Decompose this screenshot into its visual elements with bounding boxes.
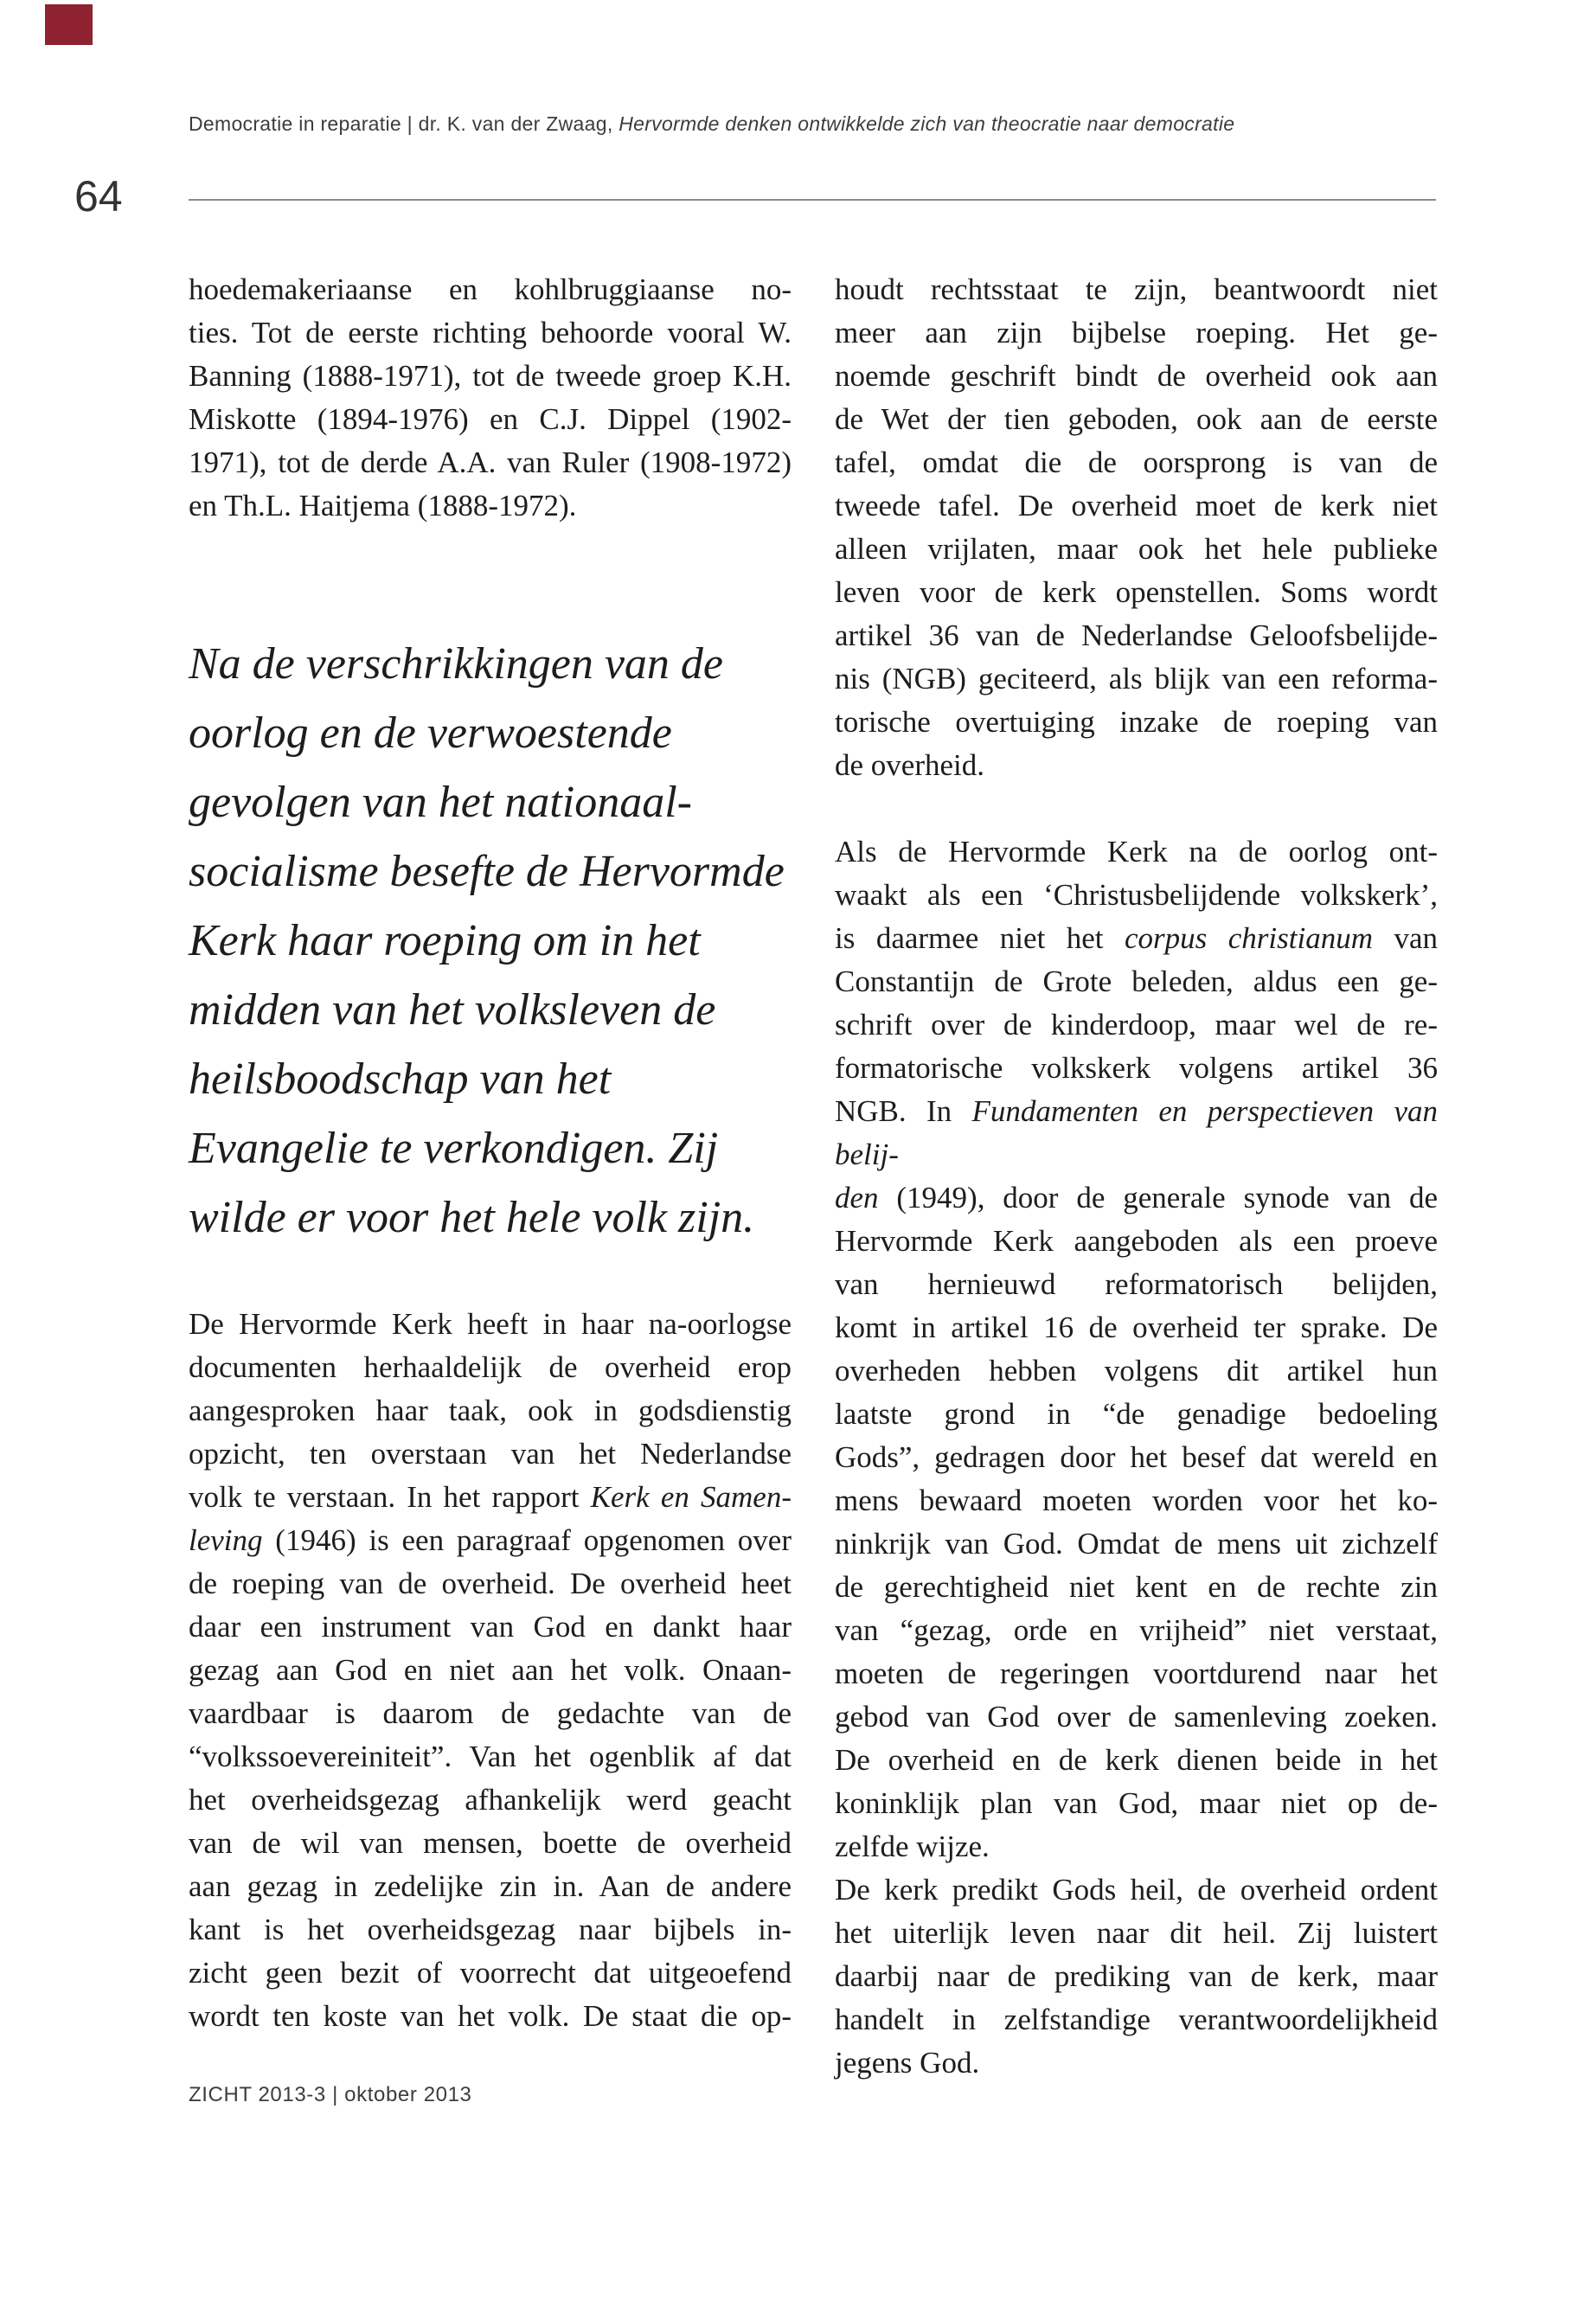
pull-quote-line: Na de verschrikkingen van de — [189, 639, 724, 689]
pull-quote-line: Evangelie te verkondigen. Zij — [189, 1124, 719, 1173]
text-line: documenten herhaaldelijk de overheid erop — [189, 1350, 792, 1384]
pull-quote-line: Kerk haar roeping om in het — [189, 916, 701, 965]
text-line: jegens God. — [835, 2046, 980, 2080]
text-line: overheden hebben volgens dit artikel hun — [835, 1354, 1438, 1388]
text-line: mens bewaard moeten worden voor het ko- — [835, 1484, 1438, 1517]
text-line: formatorische volkskerk volgens artikel 36 — [835, 1051, 1438, 1085]
text-line: is daarmee niet het corpus christianum van — [835, 921, 1439, 955]
text-line: daarbij naar de prediking van de kerk, maar — [835, 1959, 1438, 1993]
text-line: meer aan zijn bijbelse roeping. Het ge- — [835, 316, 1438, 349]
text-line: ties. Tot de eerste richting behoorde vooral W. — [189, 316, 792, 349]
pull-quote-line: oorlog en de verwoestende — [189, 708, 672, 758]
pull-quote-line: heilsboodschap van het — [189, 1054, 612, 1104]
body-text-block — [835, 830, 1438, 2085]
text-line: vaardbaar is daarom de gedachte van de — [189, 1696, 792, 1730]
text-line: torische overtuiging inzake de roeping van — [835, 705, 1438, 739]
page-corner-mark — [45, 4, 93, 45]
pull-quote-line: midden van het volksleven de — [189, 985, 716, 1035]
running-header — [189, 112, 1486, 136]
text-line: van de wil van mensen, boette de overheid — [189, 1826, 792, 1860]
text-line: tweede tafel. De overheid moet de kerk niet — [835, 489, 1438, 522]
text-line: aangesproken haar taak, ook in godsdienstig — [189, 1394, 792, 1427]
text-line: van hernieuwd reformatorisch belijden, — [835, 1267, 1438, 1301]
text-line: handelt in zelfstandige verantwoordelijkheid — [835, 2003, 1438, 2036]
text-line: Hervormde Kerk aangeboden als een proeve — [835, 1224, 1438, 1258]
text-line: en Th.L. Haitjema (1888-1972). — [189, 489, 577, 522]
text-line: opzicht, ten overstaan van het Nederlandse — [189, 1437, 792, 1471]
page-footer: ZICHT 2013-3 | oktober 2013 — [189, 2083, 472, 2106]
text-line: gezag aan God en niet aan het volk. Onaan- — [189, 1653, 792, 1687]
pull-quote-line: wilde er voor het hele volk zijn. — [189, 1193, 755, 1242]
running-header-text: Democratie in reparatie | dr. K. van der Zwaag, — [189, 112, 619, 135]
text-line: den (1949), door de generale synode van de — [835, 1181, 1438, 1215]
text-line: de Wet der tien geboden, ook aan de eerste — [835, 402, 1438, 436]
text-line: alleen vrijlaten, maar ook het hele publieke — [835, 532, 1438, 566]
text-line: van “gezag, orde en vrijheid” niet verstaat, — [835, 1613, 1438, 1647]
text-line: Constantijn de Grote beleden, aldus een ge- — [835, 965, 1438, 998]
text-line: volk te verstaan. In het rapport Kerk en Samen- — [189, 1480, 792, 1514]
pull-quote-line: gevolgen van het nationaal- — [189, 778, 692, 827]
text-line: aan gezag in zedelijke zin in. Aan de andere — [189, 1869, 792, 1903]
text-line: houdt rechtsstaat te zijn, beantwoordt niet — [835, 272, 1438, 306]
text-line: nis (NGB) geciteerd, als blijk van een reforma- — [835, 662, 1438, 695]
text-line: NGB. In Fundamenten en perspectieven van belij- — [835, 1094, 1438, 1171]
text-line: wordt ten koste van het volk. De staat die op- — [189, 1999, 792, 2033]
text-line: Banning (1888-1971), tot de tweede groep K.H. — [189, 359, 792, 393]
text-line: schrift over de kinderdoop, maar wel de re- — [835, 1008, 1438, 1042]
text-line: 1971), tot de derde A.A. van Ruler (1908-1972) — [189, 445, 792, 479]
text-line: leven voor de kerk openstellen. Soms wordt — [835, 575, 1438, 609]
body-text-block — [189, 1303, 792, 2038]
text-line: zicht geen bezit of voorrecht dat uitgeoefend — [189, 1956, 792, 1990]
text-line: ninkrijk van God. Omdat de mens uit zichzelf — [835, 1527, 1438, 1561]
text-line: moeten de regeringen voortdurend naar het — [835, 1657, 1438, 1690]
text-line: het uiterlijk leven naar dit heil. Zij luistert — [835, 1916, 1438, 1950]
right-column — [835, 268, 1438, 2085]
text-line: Miskotte (1894-1976) en C.J. Dippel (1902- — [189, 402, 792, 436]
text-line: de overheid. — [835, 748, 984, 782]
text-line: Als de Hervormde Kerk na de oorlog ont- — [835, 835, 1438, 868]
text-line: waakt als een ‘Christusbelijdende volkskerk’, — [835, 878, 1438, 912]
text-line: kant is het overheidsgezag naar bijbels in- — [189, 1913, 792, 1946]
text-line: zelfde wijze. — [835, 1830, 990, 1863]
header-divider — [189, 199, 1436, 201]
text-line: het overheidsgezag afhankelijk werd geacht — [189, 1783, 792, 1817]
text-line: daar een instrument van God en dankt haar — [189, 1610, 792, 1644]
text-line: “volkssoevereiniteit”. Van het ogenblik af dat — [189, 1740, 792, 1773]
text-line: De Hervormde Kerk heeft in haar na-oorlogse — [189, 1307, 792, 1341]
text-line: Gods”, gedragen door het besef dat wereld en — [835, 1440, 1438, 1474]
text-line: De kerk predikt Gods heil, de overheid ordent — [835, 1873, 1438, 1907]
text-line: hoedemakeriaanse en kohlbruggiaanse no- — [189, 272, 792, 306]
text-line: laatste grond in “de genadige bedoeling — [835, 1397, 1438, 1431]
text-line: de roeping van de overheid. De overheid heet — [189, 1567, 792, 1600]
page-number: 64 — [74, 172, 123, 221]
text-line: artikel 36 van de Nederlandse Geloofsbelijde- — [835, 619, 1438, 652]
text-line: koninklijk plan van God, maar niet op de- — [835, 1786, 1438, 1820]
body-text-block — [189, 268, 792, 528]
text-line: gebod van God over de samenleving zoeken. — [835, 1700, 1438, 1734]
text-line: noemde geschrift bindt de overheid ook aan — [835, 359, 1438, 393]
left-column — [189, 268, 792, 2038]
pull-quote — [189, 630, 792, 1253]
running-header-article-title: Hervormde denken ontwikkelde zich van theocratie naar democratie — [619, 112, 1235, 135]
body-text-block — [835, 268, 1438, 787]
text-line: leving (1946) is een paragraaf opgenomen over — [189, 1523, 792, 1557]
text-line: de gerechtigheid niet kent en de rechte zin — [835, 1570, 1438, 1604]
text-line: komt in artikel 16 de overheid ter sprake. De — [835, 1311, 1438, 1344]
text-line: tafel, omdat die de oorsprong is van de — [835, 445, 1438, 479]
text-line: De overheid en de kerk dienen beide in het — [835, 1743, 1438, 1777]
pull-quote-line: socialisme besefte de Hervormde — [189, 847, 785, 896]
